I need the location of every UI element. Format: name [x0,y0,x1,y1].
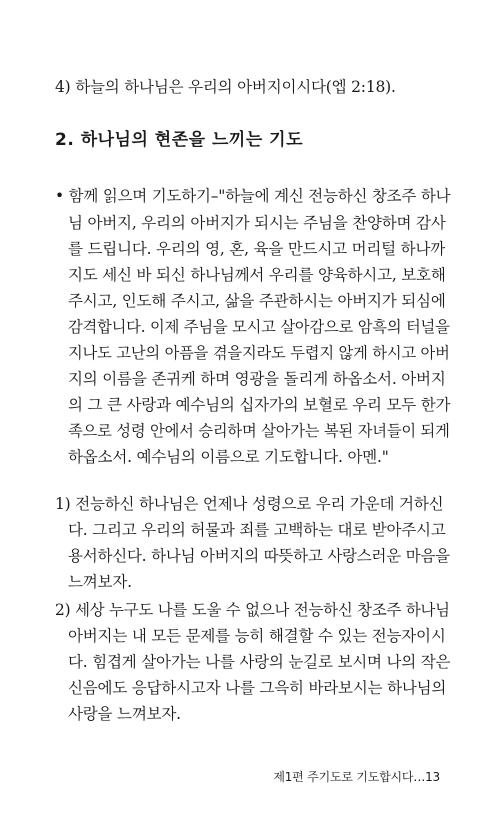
prayer-line: 주시고, 인도해 주시고, 삶을 주관하시는 아버지가 되심에 [68,292,446,310]
prayer-label: 함께 읽으며 기도하기– [68,187,219,205]
item-line: 다. 힘겹게 살아가는 나를 사랑의 눈길로 보시며 나의 작은 [68,653,451,671]
item-line: 용서하신다. 하나님 아버지의 따뜻하고 사랑스러운 마음을 [68,547,450,565]
item-line: 아버지는 내 모든 문제를 능히 해결할 수 있는 전능자이시 [68,627,446,645]
item-line: 사랑을 느껴보자. [68,705,181,723]
item-line: 1) 전능하신 하나님은 언제나 성령으로 우리 가운데 거하신 [55,495,444,513]
prayer-line: 감격합니다. 이제 주님을 모시고 살아감으로 암흑의 터널을 [68,318,450,336]
prayer-line: 지도 세신 바 되신 하나님께서 우리를 양육하시고, 보호해 [68,266,446,284]
prayer-line: "하늘에 계신 전능하신 창조주 하나 [218,187,451,205]
item-line: 신음에도 응답하시고자 나를 그윽히 바라보시는 하나님의 [68,679,447,697]
item-line: 다. 그리고 우리의 허물과 죄를 고백하는 대로 받아주시고 [68,521,446,539]
prayer-first-line [55,184,450,206]
prayer-line: 하옵소서. 예수님의 이름으로 기도합니다. 아멘." [68,448,389,466]
prayer-line: 지의 이름을 존귀케 하며 영광을 돌리게 하옵소서. 아버지 [68,370,446,388]
prayer-line: 의 그 큰 사랑과 예수님의 십자가의 보혈로 우리 모두 한가 [68,396,451,414]
page-footer: 제1편 주기도로 기도합시다…13 [273,770,440,784]
prayer-line: 족으로 성령 안에서 승리하며 살아가는 복된 자녀들이 되게 [68,422,450,440]
section-heading: 2. 하나님의 현존을 느끼는 기도 [55,130,304,150]
prayer-line: 를 드립니다. 우리의 영, 혼, 육을 만드시고 머리털 하나까 [68,240,446,258]
item-line: 느껴보자. [68,573,132,591]
bullet: • [55,187,64,205]
prayer-line: 님 아버지, 우리의 아버지가 되시는 주님을 찬양하며 감사 [68,214,446,232]
prayer-line: 지나도 고난의 아픔을 겪을지라도 두렵지 않게 하시고 아버 [68,344,450,362]
intro-item: 4) 하늘의 하나님은 우리의 아버지이시다(엡 2:18). [55,78,396,96]
item-line: 2) 세상 누구도 나를 도울 수 없으나 전능하신 창조주 하나님 [55,601,450,619]
